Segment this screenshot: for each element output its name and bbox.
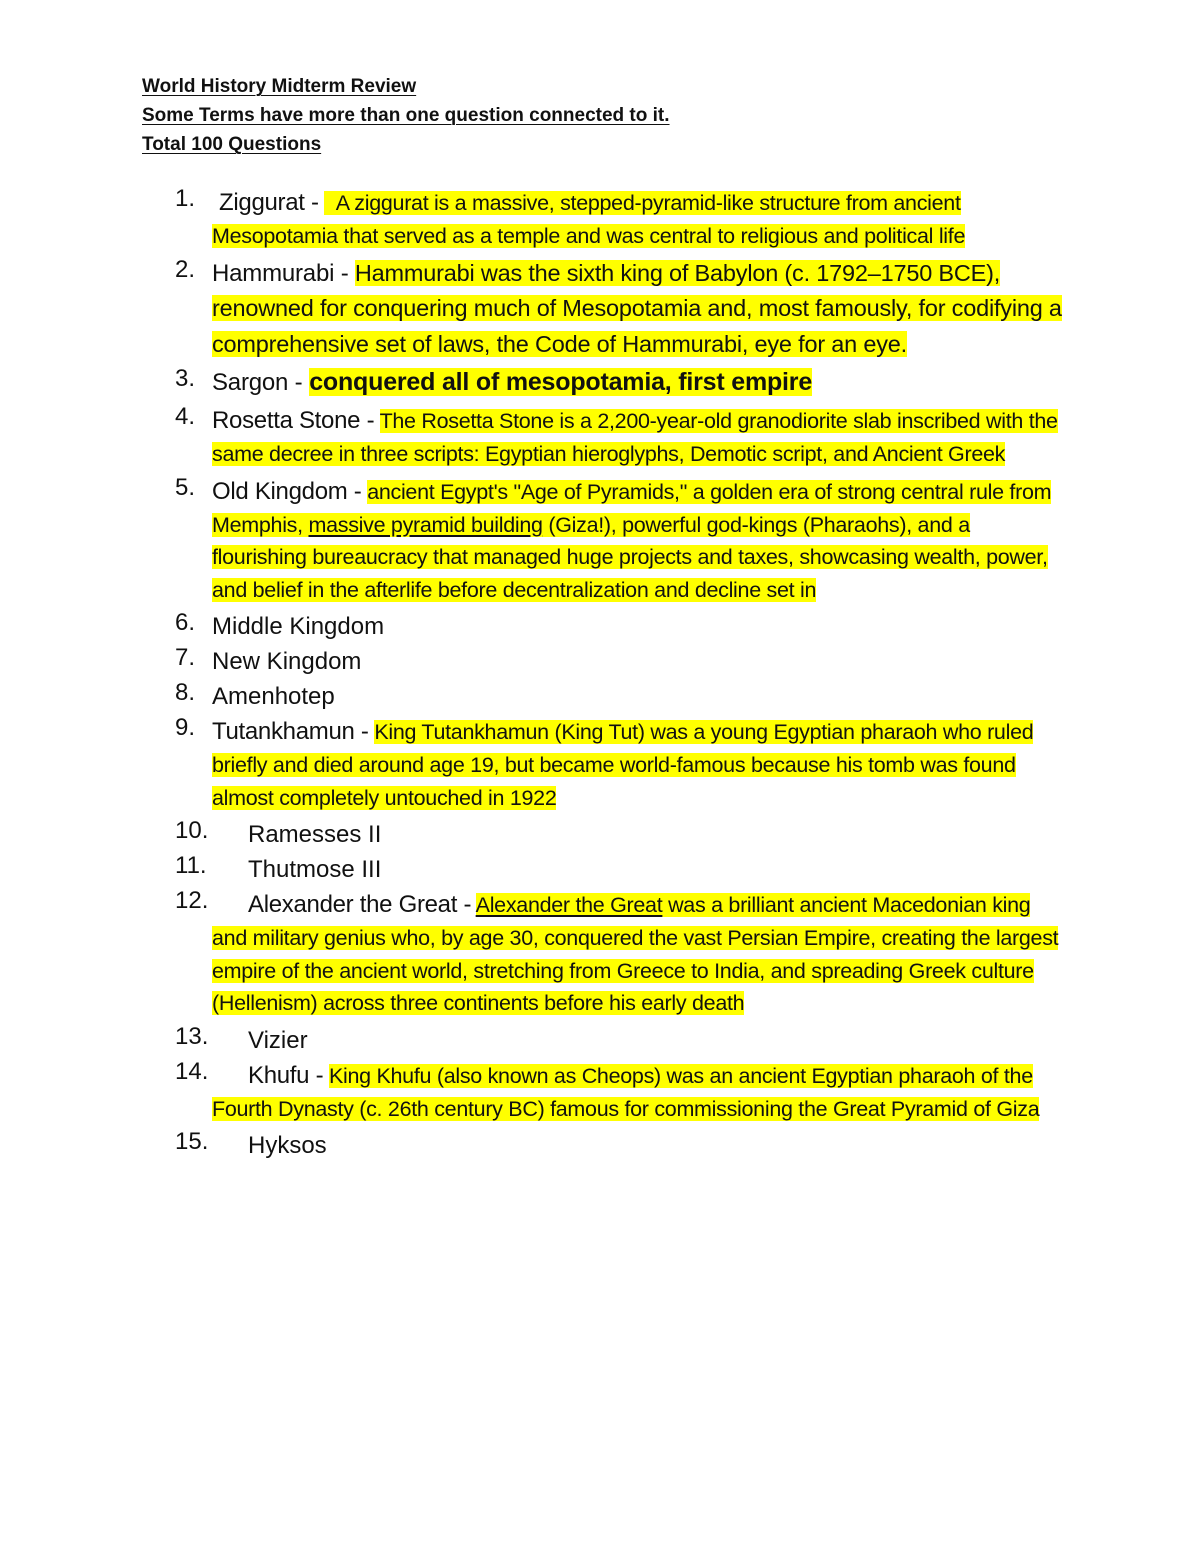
item-number: 8. bbox=[175, 679, 196, 706]
list-item-tutankhamun bbox=[0, 714, 1200, 814]
list-item-alexander-the-great bbox=[0, 887, 1200, 1020]
item-number: 2. bbox=[175, 255, 196, 283]
item-number: 11. bbox=[175, 852, 207, 879]
list-item-new-kingdom bbox=[0, 644, 1200, 679]
list-item-amenhotep bbox=[0, 679, 1200, 714]
item-number: 3. bbox=[175, 365, 196, 392]
definition-link[interactable]: Alexander the Great bbox=[475, 893, 663, 917]
term-label: Middle Kingdom bbox=[212, 613, 385, 640]
item-number: 12. bbox=[175, 887, 209, 914]
term-definition: Alexander the Great was a brilliant ancient Macedonian king and military genius who, by age 30, conquered the vast Persian Empire, creating the largest empire of the ancient world, stretching from Greece to India, and spreading Greek culture (Hellenism) across three continents before his early death bbox=[212, 893, 1059, 1015]
term-label: Hammurabi - bbox=[212, 259, 349, 287]
list-item-middle-kingdom bbox=[0, 609, 1200, 644]
list-item-sargon bbox=[0, 365, 1200, 400]
item-number: 9. bbox=[175, 714, 196, 741]
list-item-ziggurat bbox=[0, 185, 1200, 253]
term-label: Old Kingdom - bbox=[212, 477, 362, 505]
term-definition: King Khufu (also known as Cheops) was an ancient Egyptian pharaoh of the Fourth Dynasty (c. 26th century BC) famous for commissioning the Great Pyramid of Giza bbox=[212, 1063, 1040, 1121]
term-definition: A ziggurat is a massive, stepped-pyramid-like structure from ancient Mesopotamia that served as a temple and was central to religious and political life bbox=[212, 191, 966, 248]
term-definition: Hammurabi was the sixth king of Babylon (c. 1792–1750 BCE), renowned for conquering much of Mesopotamia and, most famously, for codifying a comprehensive set of laws, the Code of Hammurabi, eye for an eye. bbox=[212, 259, 1062, 357]
review-term-list bbox=[0, 185, 1200, 1163]
term-label: Tutankhamun - bbox=[212, 718, 369, 745]
item-number: 14. bbox=[175, 1057, 209, 1085]
list-item-hammurabi bbox=[0, 256, 1200, 363]
term-definition: King Tutankhamun (King Tut) was a young Egyptian pharaoh who ruled briefly and died around age 19, but became world-famous because his tomb was found almost completely untouched in 1922 bbox=[212, 720, 1034, 810]
list-item-old-kingdom bbox=[0, 474, 1200, 607]
term-definition: ancient Egypt's "Age of Pyramids," a golden era of strong central rule from Memphis, massive pyramid building (Giza!), powerful god-kings (Pharaohs), and a flourishing bureaucracy that managed huge projects and taxes, showcasing wealth, power, and belief in the afterlife before decentralization and decline set in bbox=[212, 479, 1052, 602]
question-total: Total 100 Questions bbox=[142, 134, 322, 155]
item-number: 6. bbox=[175, 609, 196, 636]
term-label: Hyksos bbox=[248, 1132, 327, 1159]
definition-link[interactable]: massive pyramid building bbox=[308, 512, 543, 537]
term-label: Alexander the Great - bbox=[248, 891, 472, 918]
term-label: Sargon - bbox=[212, 369, 303, 396]
document-title: World History Midterm Review bbox=[142, 76, 417, 97]
document-header bbox=[142, 72, 670, 159]
document-subtitle: Some Terms have more than one question connected to it. bbox=[142, 105, 670, 126]
term-label: New Kingdom bbox=[212, 648, 362, 675]
term-label: Ramesses II bbox=[248, 821, 382, 848]
list-item-khufu bbox=[0, 1058, 1200, 1126]
list-item-rosetta-stone bbox=[0, 403, 1200, 471]
list-item-thutmose-iii bbox=[0, 852, 1200, 887]
term-label: Vizier bbox=[248, 1026, 308, 1054]
term-label: Khufu - bbox=[248, 1061, 324, 1089]
list-item-ramesses-ii bbox=[0, 817, 1200, 852]
term-definition: The Rosetta Stone is a 2,200-year-old granodiorite slab inscribed with the same decree in three scripts: Egyptian hieroglyphs, Demotic script, and Ancient Greek bbox=[212, 409, 1058, 466]
term-label: Rosetta Stone - bbox=[212, 407, 375, 434]
term-label: Thutmose III bbox=[248, 856, 382, 883]
item-number: 10. bbox=[175, 817, 209, 844]
term-label: Amenhotep bbox=[212, 683, 335, 710]
item-number: 4. bbox=[175, 403, 196, 430]
item-number: 13. bbox=[175, 1022, 209, 1050]
term-label: Ziggurat - bbox=[219, 189, 319, 216]
item-number: 7. bbox=[175, 644, 196, 671]
item-number: 5. bbox=[175, 473, 196, 501]
item-number: 15. bbox=[175, 1128, 209, 1155]
list-item-hyksos bbox=[0, 1128, 1200, 1163]
term-definition: conquered all of mesopotamia, first empire bbox=[309, 368, 813, 396]
list-item-vizier bbox=[0, 1023, 1200, 1058]
item-number: 1. bbox=[175, 185, 196, 212]
